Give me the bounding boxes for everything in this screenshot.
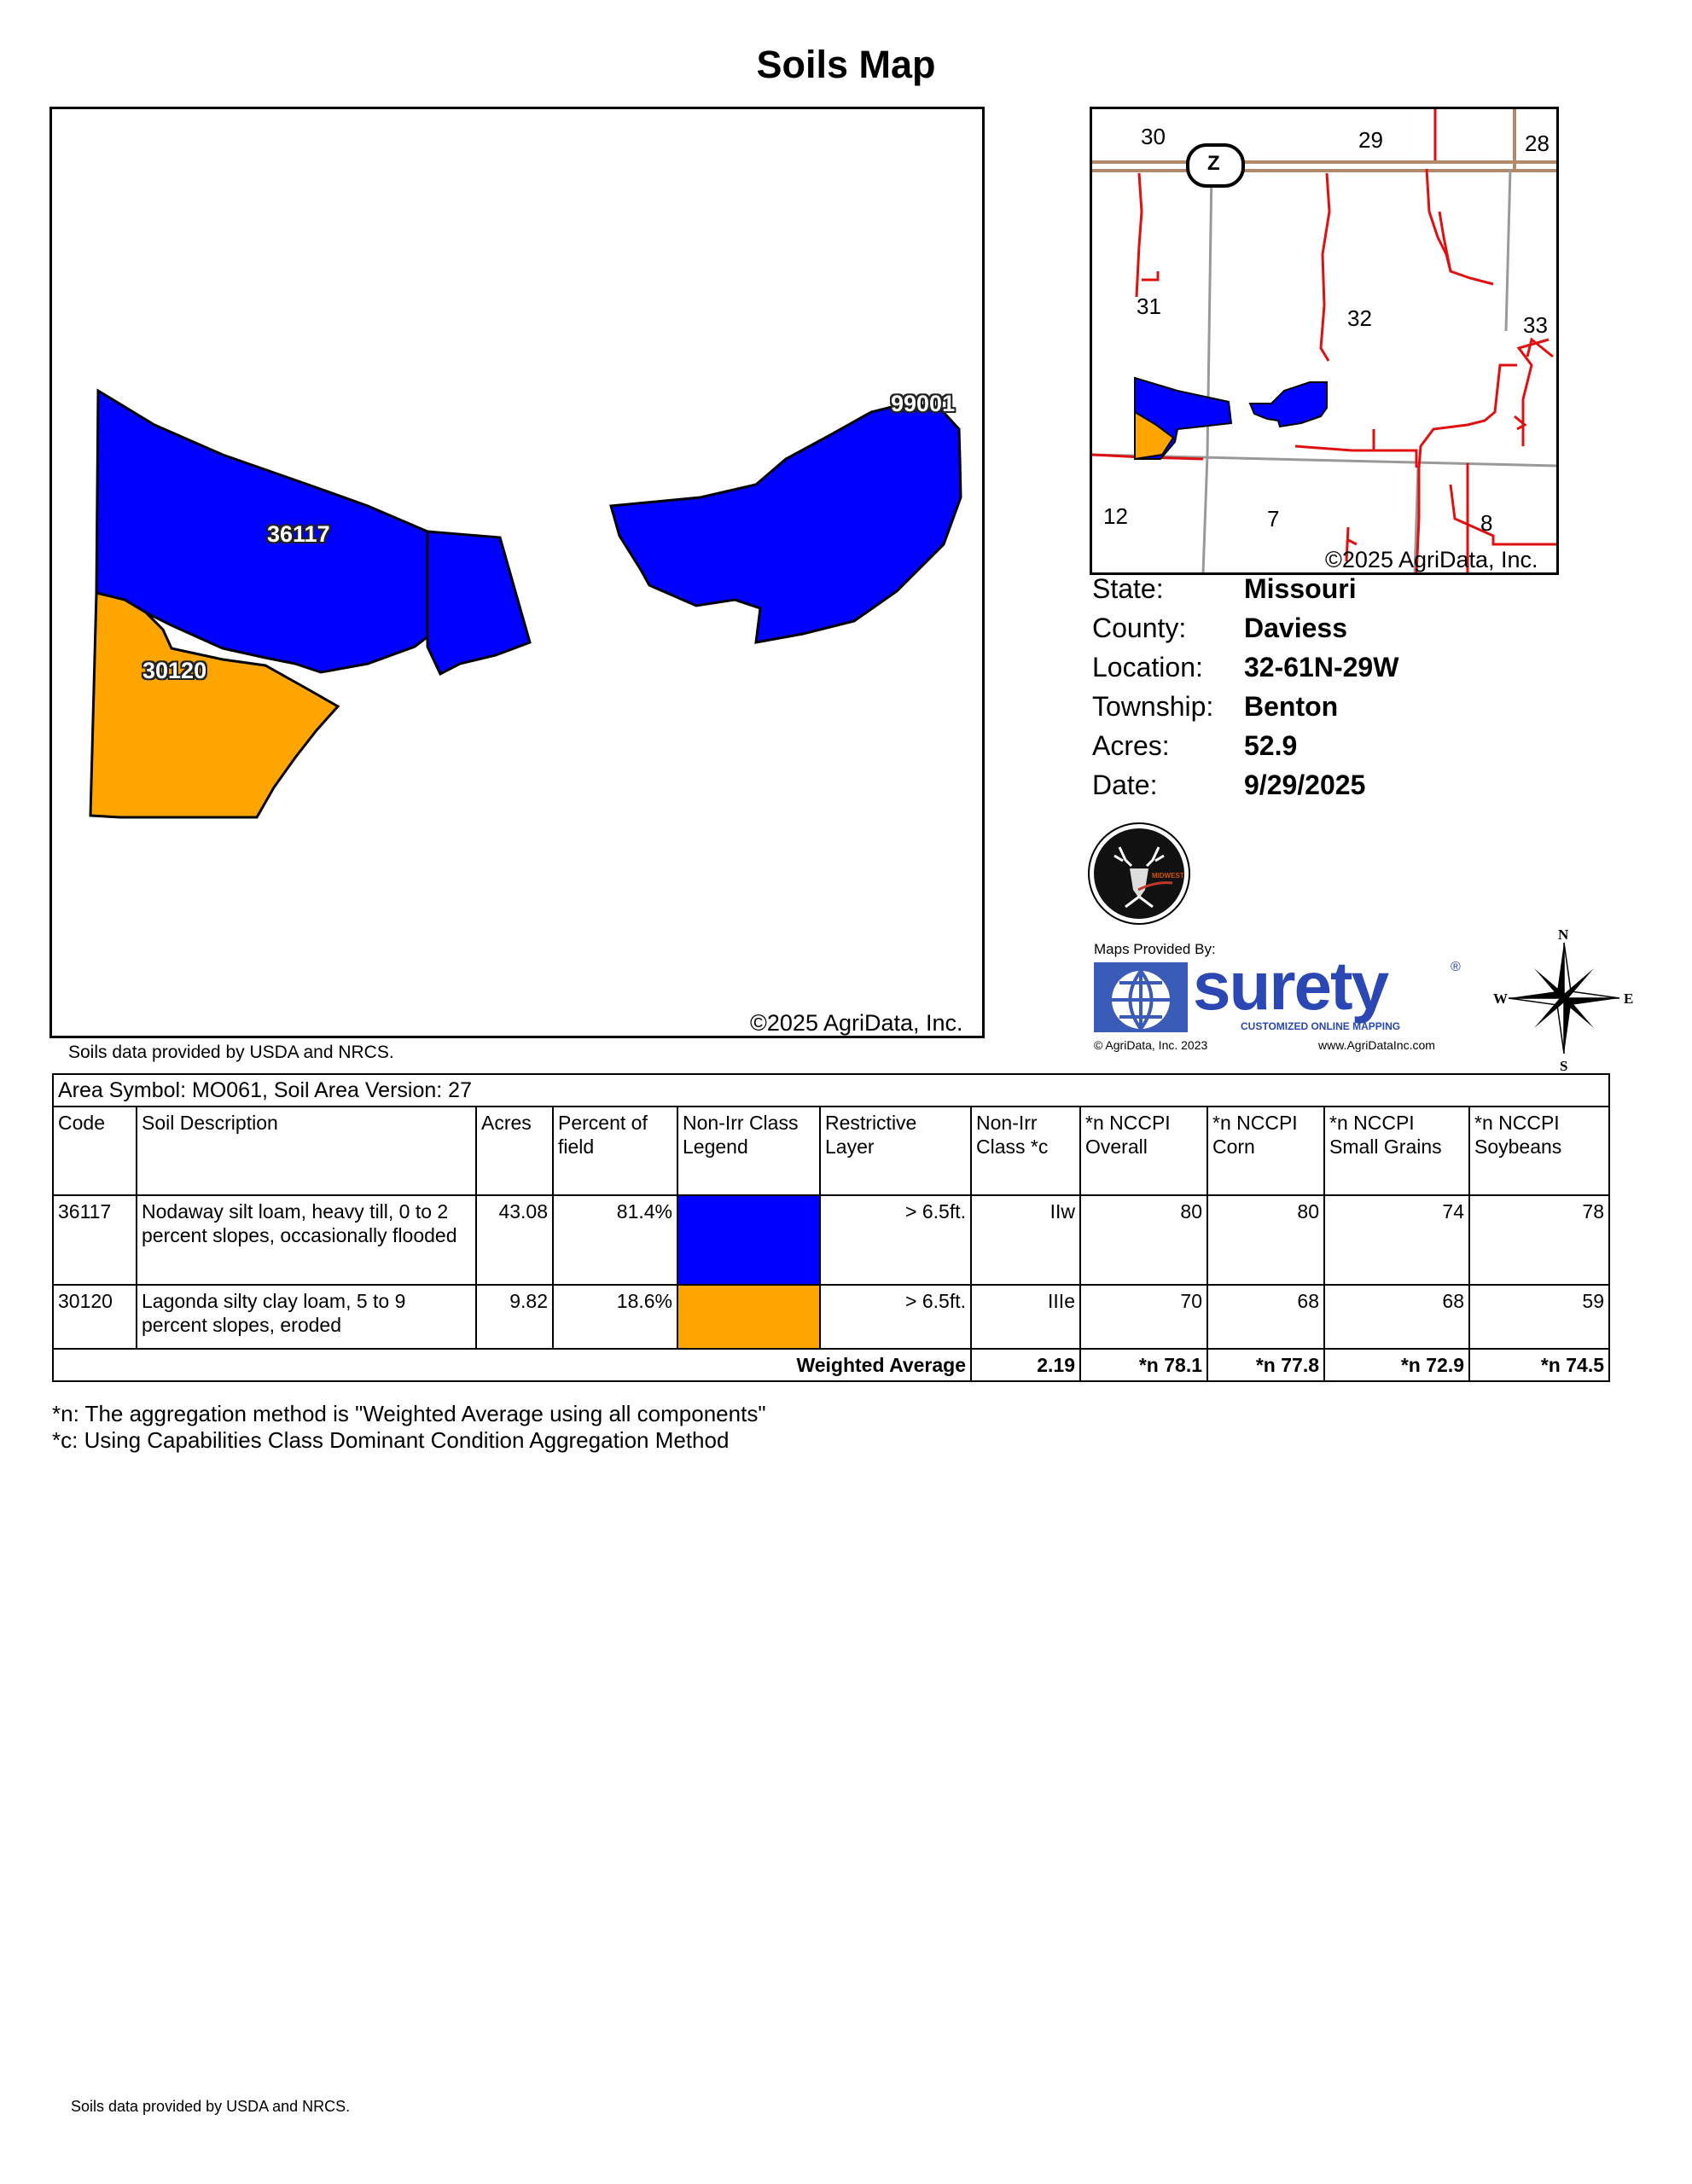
area-symbol-row <box>53 1074 1609 1107</box>
cell-restrictive: > 6.5ft. <box>820 1195 971 1285</box>
header-cell: Soil Description <box>137 1107 476 1195</box>
surety-tagline: CUSTOMIZED ONLINE MAPPING <box>1241 1020 1401 1032</box>
area-symbol: Area Symbol: MO061, Soil Area Version: 27 <box>53 1074 1609 1107</box>
cell-acres: 43.08 <box>476 1195 553 1285</box>
cell-legend-swatch <box>677 1195 820 1285</box>
cell-code: 30120 <box>53 1285 137 1349</box>
header-cell: Percent of field <box>553 1107 677 1195</box>
locator-map-canvas <box>1092 109 1556 572</box>
table-header-row <box>53 1107 1609 1195</box>
section-number: 31 <box>1137 293 1161 319</box>
soil-table <box>52 1073 1610 1382</box>
weighted-overall: *n 78.1 <box>1080 1349 1207 1381</box>
info-value: Benton <box>1244 691 1339 722</box>
compass-rose-icon <box>1491 926 1637 1071</box>
weighted-class: 2.19 <box>971 1349 1080 1381</box>
header-cell: Code <box>53 1107 137 1195</box>
info-label: Acres: <box>1092 730 1170 761</box>
info-label: Township: <box>1092 691 1214 722</box>
cell-overall: 80 <box>1080 1195 1207 1285</box>
section-number: 7 <box>1267 506 1280 531</box>
weighted-small-grains: *n 72.9 <box>1324 1349 1469 1381</box>
info-label: County: <box>1092 613 1187 643</box>
header-cell: *n NCCPI Corn <box>1207 1107 1324 1195</box>
section-number: 30 <box>1141 124 1166 149</box>
provided-by-text: Maps Provided By: <box>1094 941 1216 957</box>
table-row <box>53 1285 1609 1349</box>
cell-code: 36117 <box>53 1195 137 1285</box>
globe-icon <box>1094 962 1188 1032</box>
soil-polygon-36117-west-strip <box>427 531 530 674</box>
registered-mark: ® <box>1451 960 1461 974</box>
cell-percent: 18.6% <box>553 1285 677 1349</box>
surety-logo <box>1092 941 1468 1056</box>
page-title: Soils Map <box>756 43 936 86</box>
map-copyright: ©2025 AgriData, Inc. <box>750 1010 963 1036</box>
info-value: 52.9 <box>1244 730 1298 761</box>
header-cell: *n NCCPI Soybeans <box>1469 1107 1609 1195</box>
svg-text:MIDWEST: MIDWEST <box>1152 872 1184 880</box>
weighted-corn: *n 77.8 <box>1207 1349 1324 1381</box>
header-cell: Restrictive Layer <box>820 1107 971 1195</box>
weighted-average-row <box>53 1349 1609 1381</box>
info-value: Missouri <box>1244 573 1357 604</box>
header-cell: Non-Irr Class *c <box>971 1107 1080 1195</box>
soils-map-canvas <box>52 109 982 1036</box>
table-row <box>53 1195 1609 1285</box>
cell-class: IIIe <box>971 1285 1080 1349</box>
surety-wordmark: surety <box>1193 948 1388 1024</box>
section-number: 33 <box>1523 312 1548 338</box>
section-number: 29 <box>1358 127 1383 153</box>
cell-overall: 70 <box>1080 1285 1207 1349</box>
cell-acres: 9.82 <box>476 1285 553 1349</box>
surety-website: www.AgriDataInc.com <box>1318 1038 1435 1052</box>
header-cell: *n NCCPI Small Grains <box>1324 1107 1469 1195</box>
info-value: 9/29/2025 <box>1244 770 1366 800</box>
info-value: 32-61N-29W <box>1244 652 1399 682</box>
compass-w: W <box>1493 990 1508 1007</box>
section-number: 28 <box>1525 131 1550 156</box>
compass-n: N <box>1558 926 1569 943</box>
locator-map[interactable] <box>1090 107 1559 575</box>
soil-label-30120: 30120 <box>142 658 207 683</box>
compass-e: E <box>1624 990 1634 1007</box>
footnote-c: *c: Using Capabilities Class Dominant Condition Aggregation Method <box>52 1427 730 1453</box>
cell-description: Lagonda silty clay loam, 5 to 9 percent slopes, eroded <box>137 1285 476 1349</box>
cell-percent: 81.4% <box>553 1195 677 1285</box>
cell-small-grains: 74 <box>1324 1195 1469 1285</box>
header-cell: Acres <box>476 1107 553 1195</box>
highway-shield-label: Z <box>1207 152 1220 175</box>
cell-small-grains: 68 <box>1324 1285 1469 1349</box>
cell-restrictive: > 6.5ft. <box>820 1285 971 1349</box>
cell-soybeans: 78 <box>1469 1195 1609 1285</box>
bottom-source-note: Soils data provided by USDA and NRCS. <box>71 2098 351 2115</box>
section-number: 32 <box>1347 305 1372 331</box>
weighted-average-label: Weighted Average <box>53 1349 971 1381</box>
section-number: 8 <box>1480 510 1493 536</box>
surety-copyright: © AgriData, Inc. 2023 <box>1094 1038 1208 1052</box>
info-label: State: <box>1092 573 1164 604</box>
cell-corn: 68 <box>1207 1285 1324 1349</box>
header-cell: *n NCCPI Overall <box>1080 1107 1207 1195</box>
soil-label-36117: 36117 <box>267 521 330 547</box>
footnotes <box>52 1401 766 1454</box>
header-cell: Non-Irr Class Legend <box>677 1107 820 1195</box>
compass-s: S <box>1560 1058 1568 1071</box>
info-label: Location: <box>1092 652 1203 682</box>
section-number: 12 <box>1103 503 1128 529</box>
midwest-seal-logo-icon <box>1087 822 1191 926</box>
info-value: Daviess <box>1244 613 1347 643</box>
locator-parcel-east <box>1250 382 1327 427</box>
soils-map[interactable] <box>49 107 985 1038</box>
info-label: Date: <box>1092 770 1158 800</box>
locator-copyright: ©2025 AgriData, Inc. <box>1325 547 1538 572</box>
weighted-soybeans: *n 74.5 <box>1469 1349 1609 1381</box>
cell-corn: 80 <box>1207 1195 1324 1285</box>
cell-soybeans: 59 <box>1469 1285 1609 1349</box>
source-note: Soils data provided by USDA and NRCS. <box>68 1043 394 1062</box>
cell-legend-swatch <box>677 1285 820 1349</box>
cell-description: Nodaway silt loam, heavy till, 0 to 2 percent slopes, occasionally flooded <box>137 1195 476 1285</box>
soil-polygon-36117-east <box>611 404 961 642</box>
footnote-n: *n: The aggregation method is "Weighted Average using all components" <box>52 1401 766 1426</box>
soil-label-99001: 99001 <box>891 391 956 416</box>
cell-class: IIw <box>971 1195 1080 1285</box>
